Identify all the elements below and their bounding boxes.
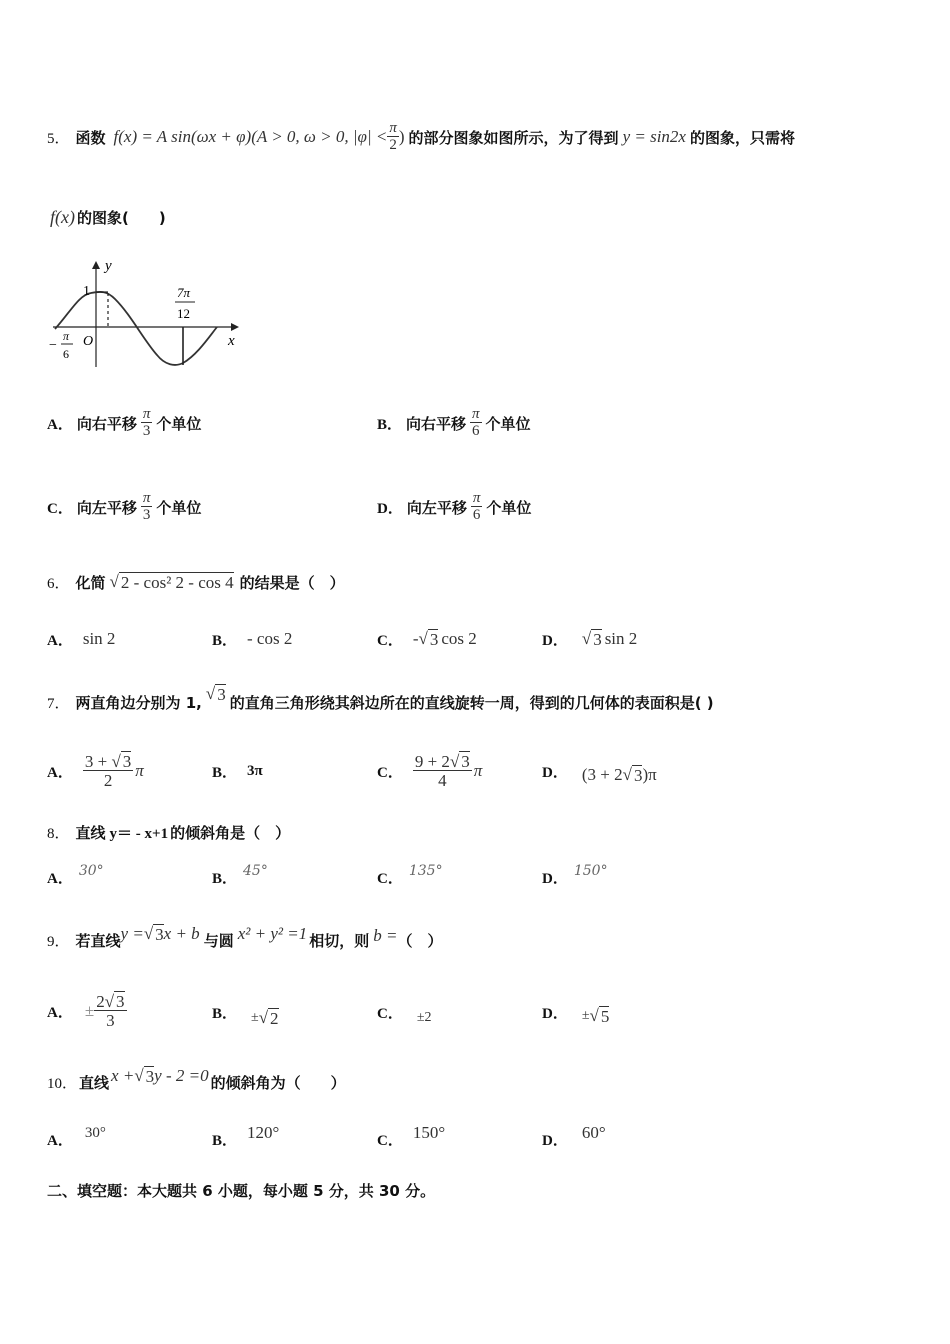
question-tail-text: 的结果是（ ） — [239, 573, 345, 592]
radical-sign: √ — [449, 752, 460, 771]
radicand: 3 — [122, 752, 132, 771]
radical-sign: √ — [258, 1008, 269, 1027]
option-letter: C． — [377, 1005, 403, 1022]
question-tail-text: 的倾斜角为（ ） — [210, 1073, 346, 1092]
option-letter: D． — [377, 500, 403, 517]
fraction-denominator: 3 — [106, 1011, 115, 1030]
option-letter: B． — [377, 416, 403, 433]
option-letter: D． — [542, 764, 568, 781]
sine-curve — [55, 292, 217, 365]
option-prefix: - — [412, 629, 419, 648]
pi-over-2-fraction — [387, 121, 399, 153]
fraction-denominator: 3 — [142, 507, 151, 523]
option-letter: B． — [212, 1132, 238, 1149]
q10-option-d[interactable] — [542, 1122, 606, 1156]
line-eq-left: x + — [111, 1066, 135, 1085]
origin-label: O — [83, 334, 94, 349]
fraction-numerator — [83, 753, 133, 771]
question-number: 8． — [47, 825, 70, 842]
radicand: 2 - cos² 2 - cos 4 — [120, 572, 234, 592]
fraction-numerator: π — [389, 120, 397, 136]
radicand: 3 — [461, 752, 470, 771]
option-prefix: (3 + 2 — [581, 765, 623, 784]
neg-x-denominator: 6 — [63, 347, 69, 361]
function-name: f(x) — [50, 206, 75, 227]
q7-option-c[interactable] — [377, 742, 482, 800]
q7-line — [47, 682, 714, 722]
line-equation: y＝ - x+1 — [109, 825, 169, 842]
option-value: 150° — [573, 863, 608, 879]
question-tail-text: 的倾斜角是（ ） — [170, 823, 291, 842]
option-text: 向右平移 — [76, 414, 137, 433]
question-lead: 化简 — [75, 573, 106, 592]
option-letter: B． — [212, 1005, 238, 1022]
radicand: 3 — [155, 924, 164, 944]
target-function: y = sin2x — [622, 127, 686, 146]
q9-option-c[interactable] — [377, 995, 432, 1029]
q10-option-c[interactable] — [377, 1122, 445, 1156]
q5-option-c[interactable] — [47, 482, 201, 532]
radical-sign: √ — [418, 629, 428, 648]
radicand: 5 — [600, 1006, 610, 1026]
option-value: 30° — [78, 863, 104, 879]
q5-option-a[interactable] — [47, 398, 201, 448]
radicand: 3 — [217, 684, 226, 704]
q7-option-a[interactable] — [47, 742, 144, 800]
q8-option-c[interactable] — [377, 862, 443, 892]
q8-line — [47, 818, 290, 846]
option-text: 向左平移 — [76, 498, 137, 517]
radical-sign: √ — [589, 1006, 599, 1025]
fraction-denominator: 6 — [472, 423, 480, 439]
fraction-numerator — [413, 753, 472, 771]
q8-option-d[interactable] — [542, 862, 608, 892]
fraction-denominator: 6 — [472, 507, 481, 523]
q6-option-a[interactable] — [47, 622, 115, 656]
option-unit: 个单位 — [156, 498, 202, 517]
option-letter: A． — [47, 764, 73, 781]
question-number: 10． — [47, 1075, 78, 1092]
plus-minus-sign: ± — [581, 1008, 590, 1023]
q8-option-a[interactable] — [47, 862, 104, 892]
option-letter: B． — [212, 764, 238, 781]
y-axis-label: y — [105, 258, 112, 274]
option-value: 30° — [84, 1124, 106, 1141]
b-symbol: b = — [373, 926, 398, 945]
option-letter: C． — [47, 500, 73, 517]
plus-minus-sign: ± — [251, 1010, 259, 1025]
x-axis-arrow-icon — [231, 323, 239, 331]
radicand: 3 — [593, 629, 602, 649]
q5-line1 — [47, 112, 795, 162]
question-number: 6． — [47, 575, 70, 592]
y-axis-arrow-icon — [92, 261, 100, 269]
option-suffix: sin 2 — [604, 629, 638, 648]
max-value-label: 1 — [83, 284, 90, 299]
q7-option-d[interactable] — [542, 742, 657, 800]
line-eq-left: y = — [120, 924, 144, 943]
option-letter: B． — [212, 870, 238, 887]
option-value: sin 2 — [82, 629, 116, 648]
peak-x-numerator: 7π — [177, 285, 191, 300]
option-letter: D． — [542, 870, 568, 887]
radical-sign: √ — [622, 765, 632, 784]
option-suffix: )π — [642, 765, 657, 784]
question-lead: 两直角边分别为 1, — [75, 693, 202, 712]
option-value: 3π — [247, 762, 263, 779]
option-value: 135° — [408, 863, 443, 879]
question-lead: 若直线 — [75, 931, 121, 950]
option-letter: A． — [47, 1004, 73, 1021]
radicand: 3 — [429, 629, 439, 649]
option-letter: C． — [377, 632, 403, 649]
option-letter: A． — [47, 416, 73, 433]
option-value: ±2 — [416, 1010, 432, 1025]
fraction-denominator: 3 — [142, 423, 151, 439]
option-text: 向左平移 — [406, 498, 467, 517]
radical-sign: √ — [109, 572, 119, 591]
fraction-numerator: π — [472, 490, 481, 506]
q6-option-d[interactable] — [542, 622, 637, 656]
radical-sign: √ — [581, 629, 592, 648]
question-tail-text: 的图象，只需将 — [689, 128, 795, 147]
q9-option-d[interactable] — [542, 995, 609, 1029]
radicand: 3 — [145, 1066, 155, 1086]
option-letter: D． — [542, 1132, 568, 1149]
option-unit: 个单位 — [156, 414, 202, 433]
question-lead: 直线 — [79, 1073, 110, 1092]
option-suffix: cos 2 — [441, 629, 477, 648]
q6-option-b[interactable] — [212, 622, 292, 656]
q8-option-b[interactable] — [212, 862, 268, 892]
option-fraction — [413, 753, 472, 789]
option-value: 120° — [247, 1123, 280, 1142]
q5-option-d[interactable] — [377, 482, 531, 532]
radical-sign: √ — [104, 992, 115, 1011]
line-eq-right: x + b — [163, 924, 200, 943]
section-heading: 二、填空题：本大题共 6 小题，每小题 5 分，共 30 分。 — [47, 1182, 436, 1200]
q5-option-b[interactable] — [377, 398, 531, 448]
option-fraction — [83, 753, 133, 789]
fraction-numerator: π — [142, 406, 151, 422]
x-axis-label: x — [228, 333, 235, 349]
radicand: 3 — [633, 765, 643, 785]
radicand: 3 — [116, 992, 125, 1011]
question-mid-text: 与圆 — [203, 931, 234, 950]
q10-line — [47, 1064, 346, 1100]
function-expression: f(x) = A sin(ωx + φ)(A > 0, ω > 0, |φ| < — [113, 127, 388, 146]
radical-sign: √ — [134, 1066, 144, 1085]
q7-option-b[interactable] — [212, 742, 263, 800]
option-letter: A． — [47, 632, 73, 649]
plus-minus-sign: ± — [84, 1001, 95, 1020]
option-letter: C． — [377, 1132, 403, 1149]
q6-line — [47, 562, 345, 602]
option-fraction — [141, 491, 153, 523]
q10-option-a[interactable] — [47, 1122, 106, 1156]
option-value: 45° — [243, 863, 268, 879]
q9-option-b[interactable] — [212, 995, 279, 1029]
option-value: - cos 2 — [247, 629, 293, 648]
fraction-denominator: 4 — [438, 771, 447, 790]
circle-equation: x² + y² =1 — [237, 924, 308, 943]
function-close: ) — [398, 127, 405, 146]
option-unit: 个单位 — [485, 414, 531, 433]
option-value: 60° — [581, 1123, 606, 1142]
question-number: 5． — [47, 130, 70, 147]
question-number: 9． — [47, 933, 70, 950]
question-mid-text-2: 相切，则 — [309, 931, 370, 950]
q5-line2 — [50, 200, 166, 234]
option-letter: C． — [377, 764, 403, 781]
numerator-constant: 2 — [96, 992, 105, 1011]
fraction-denominator: 2 — [103, 771, 113, 790]
question-stem-end: 的图象( ) — [76, 208, 166, 227]
option-letter: A． — [47, 1132, 73, 1149]
option-unit: 个单位 — [486, 498, 532, 517]
option-fraction — [141, 407, 153, 439]
radical-sign: √ — [143, 924, 154, 943]
pi-symbol: π — [135, 761, 144, 780]
option-fraction — [94, 993, 126, 1029]
option-letter: B． — [212, 632, 238, 649]
sine-graph — [45, 255, 250, 375]
option-fraction — [471, 491, 483, 523]
fraction-numerator — [94, 993, 126, 1011]
q6-option-c[interactable] — [377, 622, 477, 656]
q10-option-b[interactable] — [212, 1122, 279, 1156]
radical-sign: √ — [205, 684, 216, 703]
option-letter: D． — [542, 1005, 568, 1022]
neg-sign: − — [49, 338, 57, 353]
question-number: 7． — [47, 695, 70, 712]
peak-x-denominator: 12 — [177, 306, 190, 321]
option-value: 150° — [412, 1123, 446, 1142]
question-tail-text: 的直角三角形绕其斜边所在的直线旋转一周，得到的几何体的表面积是( ) — [229, 693, 714, 712]
question-mid-text: 的部分图象如图所示，为了得到 — [408, 128, 619, 147]
question-lead: 函数 — [75, 128, 106, 147]
numerator-constant: 3 + — [84, 752, 112, 771]
option-text: 向右平移 — [406, 414, 467, 433]
q9-option-a[interactable] — [47, 982, 127, 1040]
q9-line — [47, 922, 442, 958]
option-fraction — [470, 407, 482, 439]
radicand: 2 — [270, 1008, 279, 1028]
radical-sign: √ — [111, 752, 121, 771]
fraction-numerator: π — [142, 490, 151, 506]
fraction-numerator: π — [472, 406, 480, 422]
line-eq-right: y - 2 =0 — [154, 1066, 209, 1085]
pi-symbol: π — [473, 761, 483, 780]
question-tail-text: （ ） — [397, 931, 443, 950]
option-letter: C． — [377, 870, 403, 887]
option-letter: A． — [47, 870, 73, 887]
neg-x-numerator: π — [63, 329, 70, 343]
question-lead: 直线 — [75, 823, 106, 842]
fraction-denominator: 2 — [389, 137, 397, 153]
option-letter: D． — [542, 632, 568, 649]
numerator-constant: 9 + 2 — [414, 752, 450, 771]
